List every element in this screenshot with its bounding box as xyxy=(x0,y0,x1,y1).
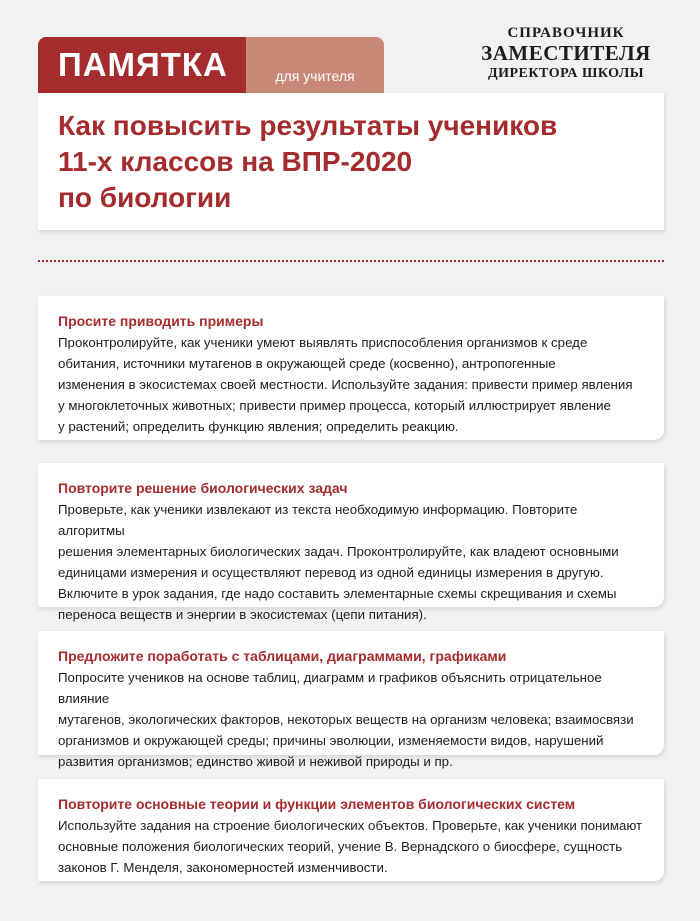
publisher-logo xyxy=(466,24,666,82)
tip-body: Используйте задания на строение биологических объектов. Проверьте, как ученики понимают основные положения биологических теорий, учение В. Вернадского о биосфере, сущность законов Г. Менделя, закономерностей изменчивости. xyxy=(58,818,643,875)
page-title: Как повысить результаты учеников 11-х классов на ВПР-2020 по биологии xyxy=(58,110,558,213)
audience-badge-label: для учителя xyxy=(275,68,355,84)
tip-heading: Просите приводить примеры xyxy=(58,313,264,329)
tip-body: Попросите учеников на основе таблиц, диаграмм и графиков объяснить отрицательное влияние мутагенов, экологических факторов, некоторых веществ на организм человека; взаимосвязи организмов и окружающей среды; причины эволюции, изменяемости видов, нарушений развития организмов; единство живой и неживой природы и пр. xyxy=(58,670,634,769)
memo-badge-label: ПАМЯТКА xyxy=(58,46,228,83)
publisher-logo-line3: ДИРЕКТОРА ШКОЛЫ xyxy=(487,66,645,81)
tip-heading: Повторите решение биологических задач xyxy=(58,480,348,496)
tip-card-theories xyxy=(38,779,664,881)
audience-badge xyxy=(246,37,384,93)
memo-badge xyxy=(38,37,248,93)
dotted-divider xyxy=(38,260,664,262)
tip-card-tasks xyxy=(38,463,664,622)
title-panel xyxy=(38,93,664,230)
tip-body: Проконтролируйте, как ученики умеют выявлять приспособления организмов к среде обитания, источники мутагенов в окружающей среде (косвенно), антропогенные изменения в экосистемах своей местности. Используйте задания: привести пример явления у многоклеточных животных; привести пример процесса, который иллюстрирует явление у растений; определить функцию явления; определить реакцию. xyxy=(58,335,633,434)
tip-heading: Повторите основные теории и функции элементов биологических систем xyxy=(58,796,576,812)
tip-heading: Предложите поработать с таблицами, диаграммами, графиками xyxy=(58,648,507,664)
tip-body: Проверьте, как ученики извлекают из текста необходимую информацию. Повторите алгоритмы решения элементарных биологических задач. Проконтролируйте, как владеют основными единицами измерения и осуществляют перевод из одной единицы измерения в другую. Включите в урок задания, где надо составить элементарные схемы скрещивания и схемы переноса веществ и энергии в экосистемах (цепи питания). xyxy=(58,502,619,622)
tip-card-tables xyxy=(38,631,664,769)
publisher-logo-line1: СПРАВОЧНИК xyxy=(507,25,625,41)
tip-card-examples xyxy=(38,296,664,440)
publisher-logo-line2: ЗАМЕСТИТЕЛЯ xyxy=(481,41,651,65)
